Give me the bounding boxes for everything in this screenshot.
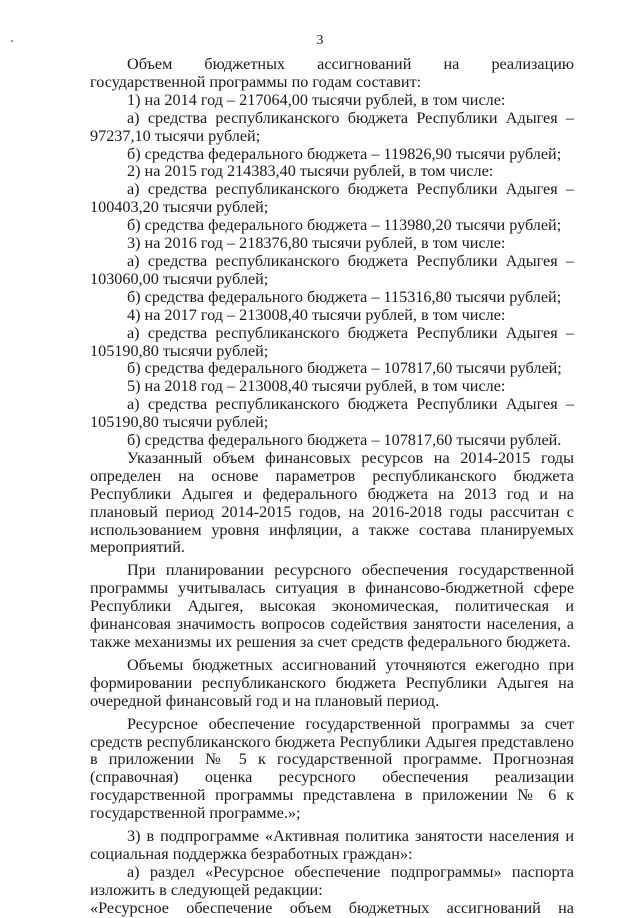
paragraph-2017-regional: а) средства республиканского бюджета Республики Адыгея – 105190,80 тысячи рублей; xyxy=(90,323,574,360)
document-body xyxy=(90,56,574,918)
paragraph-year-2015: 2) на 2015 год 214383,40 тысячи рублей, в том числе: xyxy=(127,162,494,181)
paragraph-year-2016: 3) на 2016 год – 218376,80 тысячи рублей, в том числе: xyxy=(127,234,506,253)
page-number: 3 xyxy=(316,33,324,48)
paragraph-subprogram-amendment: 3) в подпрограмме «Активная политика занятости населения и социальная поддержка безработных граждан»: xyxy=(90,827,574,863)
paragraph-2018-regional: а) средства республиканского бюджета Республики Адыгея – 105190,80 тысячи рублей; xyxy=(90,395,574,432)
paragraph-year-2018: 5) на 2018 год – 213008,40 тысячи рублей, в том числе: xyxy=(127,377,506,396)
paragraph-2016-regional: а) средства республиканского бюджета Республики Адыгея – 103060,00 тысячи рублей; xyxy=(90,251,574,288)
paragraph-table-start: «Ресурсное обеспечение объем бюджетных ассигнований на xyxy=(90,898,574,917)
paragraph-2015-regional: а) средства республиканского бюджета Республики Адыгея – 100403,20 тысячи рублей; xyxy=(90,180,574,217)
paragraph-2014-federal: б) средства федерального бюджета – 119826,90 тысячи рублей; xyxy=(127,144,562,163)
paragraph-2015-federal: б) средства федерального бюджета – 113980,20 тысячи рублей; xyxy=(127,216,562,235)
paragraph-year-2017: 4) на 2017 год – 213008,40 тысячи рублей, в том числе: xyxy=(127,305,506,324)
paragraph-2018-federal: б) средства федерального бюджета – 107817,60 тысячи рублей. xyxy=(127,431,562,450)
paragraph-annual-adjustment: Объемы бюджетных ассигнований уточняются ежегодно при формировании республиканского бюджета Республики Адыгея на очередной финансовый год и на плановый период. xyxy=(90,655,574,710)
paragraph-2014-regional: а) средства республиканского бюджета Республики Адыгея – 97237,10 тысячи рублей; xyxy=(90,108,574,145)
paragraph-resource-appendices: Ресурсное обеспечение государственной программы за счет средств республиканского бюджета Республики Адыгея представлено в приложении № 5 к государственной программе. Прогнозная (справочная) оценка ресурсного обеспечения реализации государственной программы представлена в приложении № 6 к государственной программе.»; xyxy=(90,714,574,823)
paragraph-year-2014: 1) на 2014 год – 217064,00 тысячи рублей, в том числе: xyxy=(127,90,506,109)
paragraph-2016-federal: б) средства федерального бюджета – 115316,80 тысячи рублей; xyxy=(127,287,562,306)
paragraph-financing-basis: Указанный объем финансовых ресурсов на 2014-2015 годы определен на основе параметров республиканского бюджета Республики Адыгея и федерального бюджета на 2013 год и на плановый период 2014-2015 годов, на 2016-2018 годы рассчитан с использованием уровня инфляции, а также состава планируемых мероприятий. xyxy=(90,448,574,557)
paragraph-passport-section: а) раздел «Ресурсное обеспечение подпрограммы» паспорта изложить в следующей редакции: xyxy=(90,862,574,899)
paragraph-budget-intro: Объем бюджетных ассигнований на реализацию государственной программы по годам составит: xyxy=(90,55,574,91)
paragraph-2017-federal: б) средства федерального бюджета – 107817,60 тысячи рублей; xyxy=(127,359,562,378)
scan-speck xyxy=(11,40,13,42)
paragraph-planning-considerations: При планировании ресурсного обеспечения государственной программы учитывалась ситуация в финансово-бюджетной сфере Республики Адыгея, высокая экономическая, политическая и финансовая значимость вопросов содействия занятости населения, а также механизмы их решения за счет средств федерального бюджета. xyxy=(90,561,574,651)
